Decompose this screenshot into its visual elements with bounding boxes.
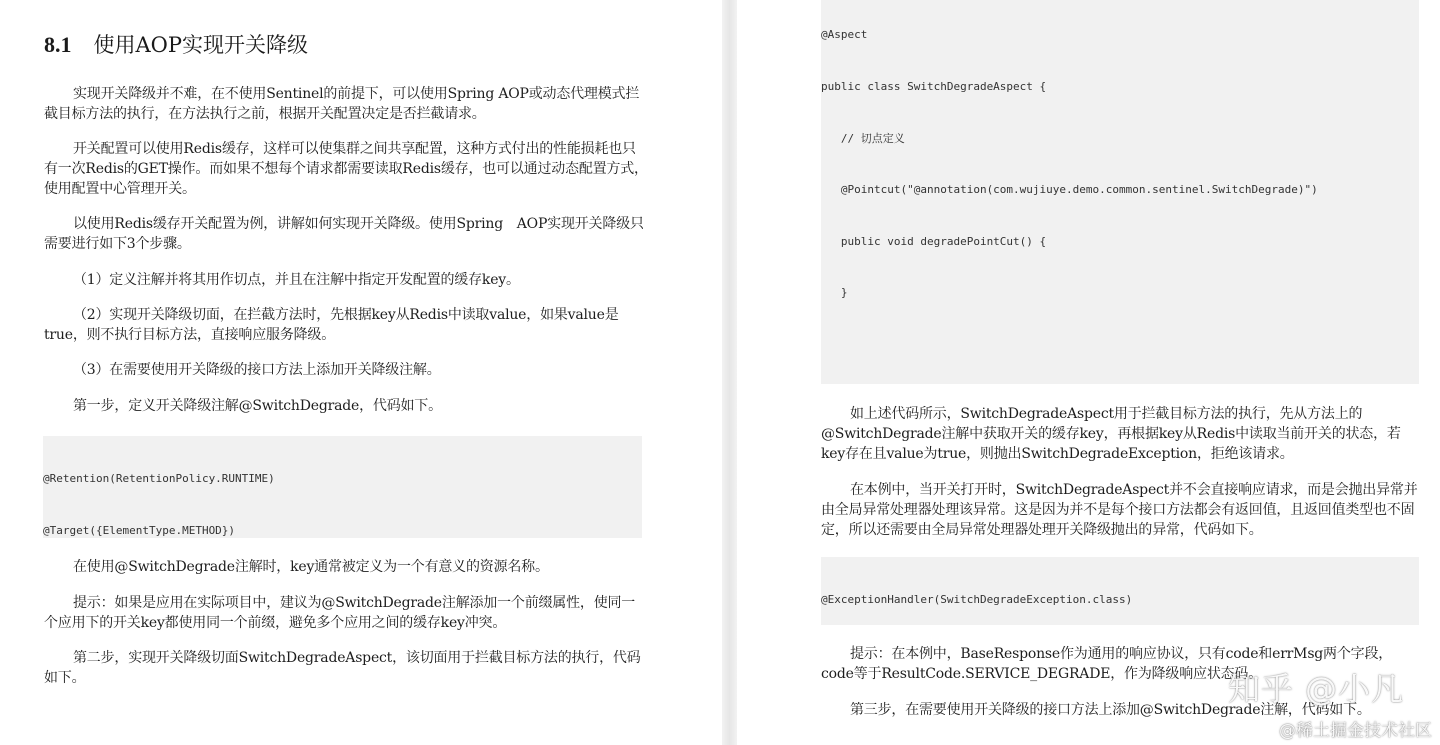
paragraph: 第一步，定义开关降级注解@SwitchDegrade，代码如下。 [73,398,442,414]
code-line: // 切点定义 [821,131,905,145]
section-heading [44,30,308,60]
code-line [821,336,1419,353]
paragraph: 第三步，在需要使用开关降级的接口方法上添加@SwitchDegrade注解，代码如下。 [850,702,1371,718]
section-number: 8.1 [44,32,72,57]
paragraph: 如上述代码所示，SwitchDegradeAspect用于拦截目标方法的执行，先从方法上的@SwitchDegrade注解中获取开关的缓存key，再根据key从Redis中读取当前开关的状态，若key存在且value为true，则抛出SwitchDegradeException，拒绝该请求。 [821,406,1401,462]
zhihu-watermark: 知乎 @小凡 [1227,670,1404,708]
juejin-watermark: @稀土掘金技术社区 [1279,721,1432,741]
code-line: public class SwitchDegradeAspect { [821,80,1047,93]
code-line: @Retention(RetentionPolicy.RUNTIME) [43,472,275,486]
paragraph: 第二步，实现开关降级切面SwitchDegradeAspect，该切面用于拦截目标方法的执行，代码如下。 [44,650,641,686]
paragraph: 以使用Redis缓存开关配置为例，讲解如何实现开关降级。使用Spring AOP实现开关降级只需要进行如下3个步骤。 [44,216,644,252]
code-line: public void degradePointCut() { [821,234,1047,248]
code-line: @ExceptionHandler(SwitchDegradeException.class) [821,593,1133,607]
paragraph: （3）在需要使用开关降级的接口方法上添加开关降级注解。 [73,362,441,378]
code-line: @Aspect [821,28,868,42]
paragraph: 提示：在本例中，BaseResponse作为通用的响应协议，只有code和errMsg两个字段，code等于ResultCode.SERVICE_DEGRADE，作为降级响应状态码。 [821,646,1393,682]
paragraph: 开关配置可以使用Redis缓存，这样可以使集群之间共享配置，这种方式付出的性能损耗也只有一次Redis的GET操作。而如果不想每个请求都需要读取Redis缓存，也可以通过动态配置方式，使用配置中心管理开关。 [44,141,648,197]
paragraph: （2）实现开关降级切面，在拦截方法时，先根据key从Redis中读取value，如果value是true，则不执行目标方法，直接响应服务降级。 [44,307,619,343]
code-block [43,436,642,538]
code-line: } [821,286,848,300]
code-block [821,557,1419,625]
right-page [737,0,1440,745]
code-line: @Target({ElementType.METHOD}) [43,524,236,537]
code-line: @Pointcut("@annotation(com.wujiuye.demo.common.sentinel.SwitchDegrade)") [821,183,1318,197]
code-block [821,0,1419,384]
section-title: 使用AOP实现开关降级 [93,33,309,57]
paragraph: 提示：如果是应用在实际项目中，建议为@SwitchDegrade注解添加一个前缀属性，使同一个应用下的开关key都使用同一个前缀，避免多个应用之间的缓存key冲突。 [44,595,636,631]
paragraph: 在使用@SwitchDegrade注解时，key通常被定义为一个有意义的资源名称。 [73,559,549,575]
paragraph: 在本例中，当开关打开时，SwitchDegradeAspect并不会直接响应请求，而是会抛出异常并由全局异常处理器处理该异常。这是因为并不是每个接口方法都会有返回值，且返回值类型也不固定，所以还需要由全局异常处理器处理开关降级抛出的异常，代码如下。 [821,482,1418,538]
paragraph: 实现开关降级并不难，在不使用Sentinel的前提下，可以使用Spring AOP或动态代理模式拦截目标方法的执行，在方法执行之前，根据开关配置决定是否拦截请求。 [44,86,640,122]
page-gutter [722,0,737,745]
paragraph: （1）定义注解并将其用作切点，并且在注解中指定开发配置的缓存key。 [73,272,520,288]
